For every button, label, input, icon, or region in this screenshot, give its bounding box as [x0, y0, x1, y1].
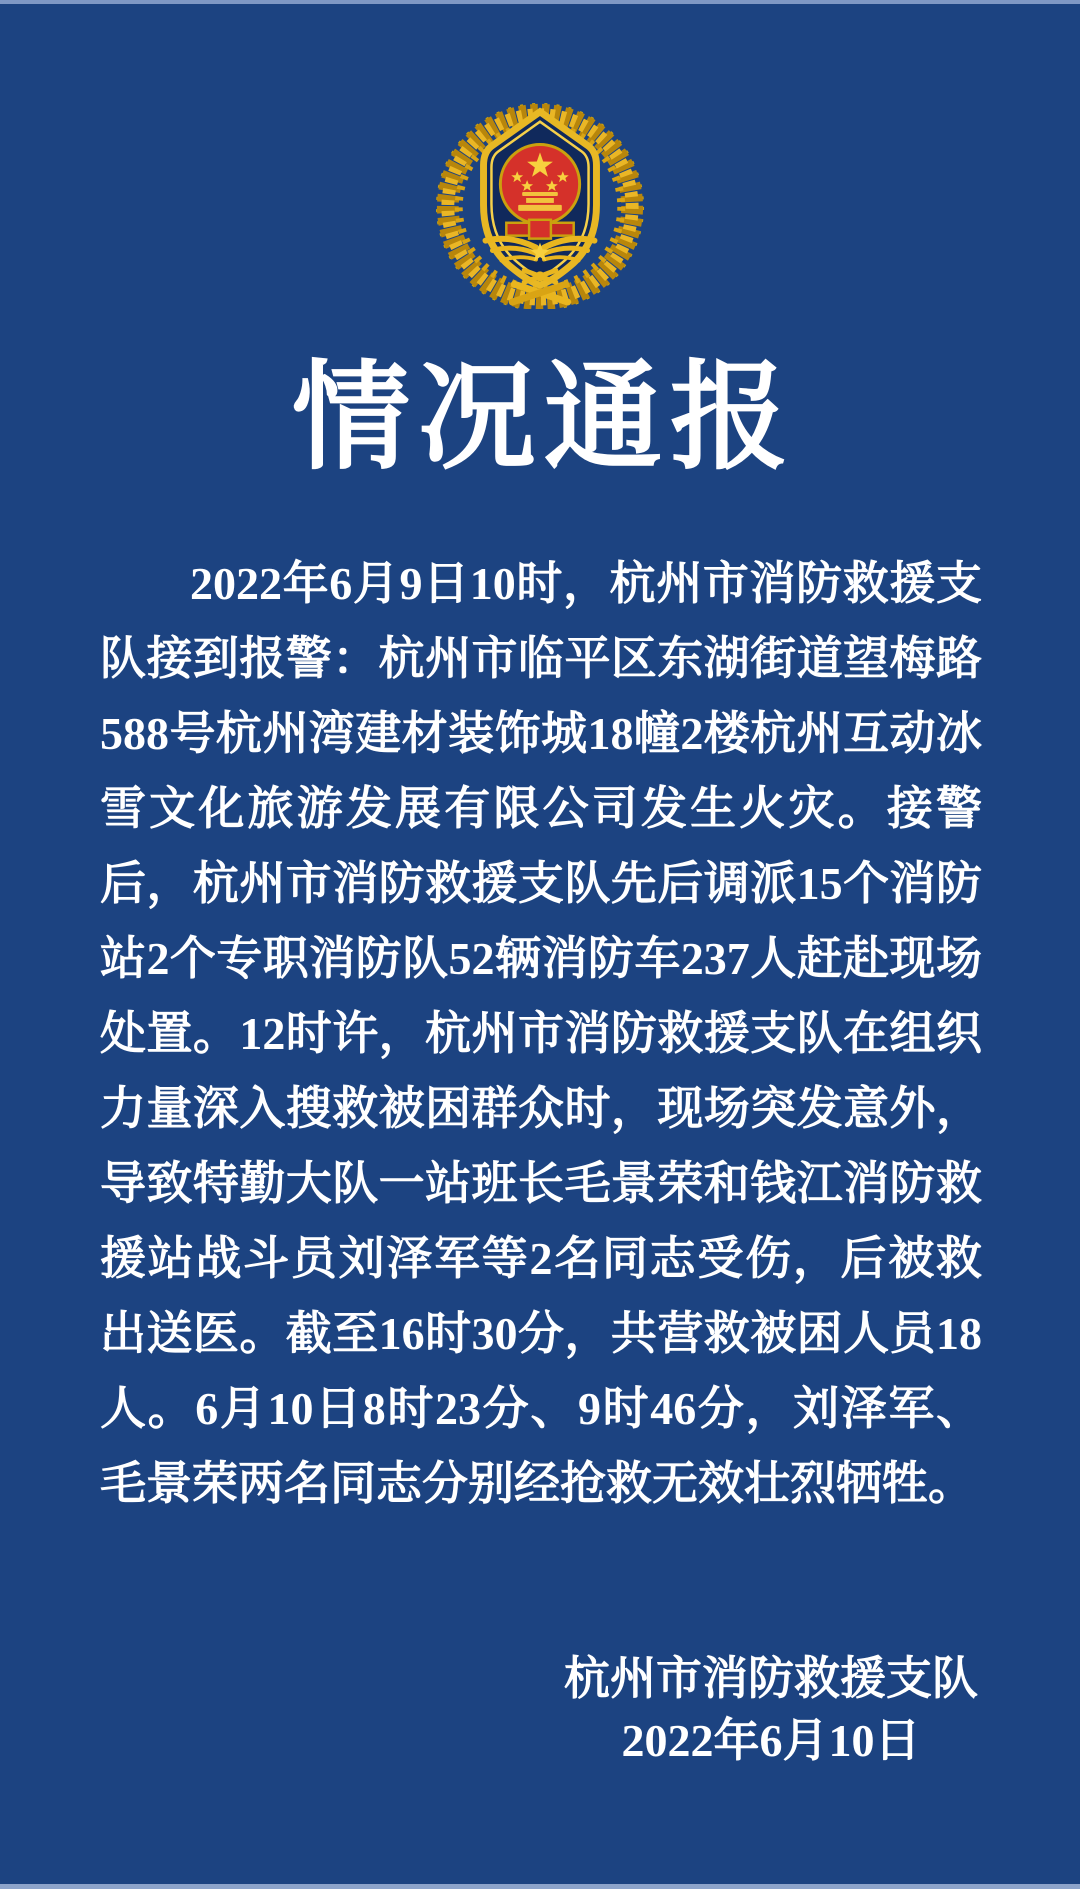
fire-rescue-emblem-icon: [431, 85, 649, 309]
signature-block: [564, 1648, 978, 1772]
emblem-knot: [535, 271, 545, 281]
emblem-red-disc: [500, 144, 579, 238]
page-title: 情况通报: [291, 352, 796, 484]
signature-organization: 杭州市消防救援支队: [564, 1653, 978, 1704]
report-body-paragraph: 2022年6月9日10时，杭州市消防救援支队接到报警：杭州市临平区东湖街道望梅路588号杭州湾建材装饰城18幢2楼杭州互动冰雪文化旅游发展有限公司发生火灾。接警后，杭州市消防救援支队先后调派15个消防站2个专职消防队52辆消防车237人赶赴现场处置。12时许，杭州市消防救援支队在组织力量深入搜救被困群众时，现场突发意外，导致特勤大队一站班长毛景荣和钱江消防救援站战斗员刘泽军等2名同志受伤，后被救出送医。截至16时30分，共营救被困人员18人。6月10日8时23分、9时46分，刘泽军、毛景荣两名同志分别经抢救无效壮烈牺牲。: [100, 558, 983, 1509]
signature-date: 2022年6月10日: [621, 1715, 921, 1766]
top-edge-strip: [0, 0, 1080, 4]
bottom-edge-strip: [0, 1884, 1080, 1889]
